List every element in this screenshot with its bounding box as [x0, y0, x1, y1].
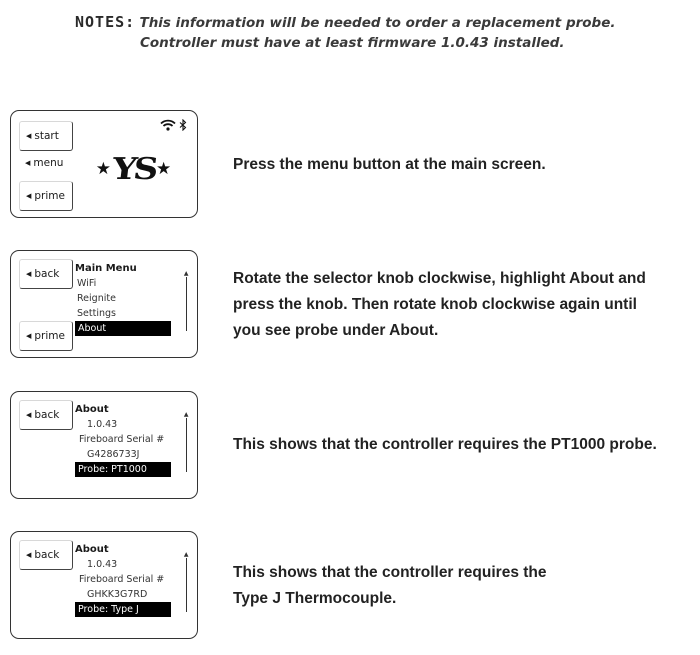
bluetooth-icon: [179, 119, 187, 131]
back-button[interactable]: [19, 259, 73, 289]
about-menu: [75, 542, 185, 617]
step3-desc-line: This shows that the controller requires the PT1000 probe.: [233, 436, 657, 453]
left-arrow-icon: ◀: [26, 411, 32, 419]
firmware-version: 1.0.43: [87, 559, 118, 570]
step2-description: [233, 266, 693, 344]
notes-block: [75, 12, 675, 53]
menu-label: menu: [33, 157, 64, 169]
main-menu: [75, 261, 185, 336]
left-arrow-icon: ◀: [26, 270, 32, 278]
notes-title: NOTES:: [75, 13, 136, 31]
prime-button[interactable]: [19, 321, 73, 351]
prime-button[interactable]: [19, 181, 73, 211]
back-label: back: [34, 409, 60, 421]
notes-line-1: [75, 12, 675, 33]
notes-text-1: This information will be needed to order a replacement probe.: [139, 15, 616, 31]
star-icon: ★: [95, 159, 111, 179]
back-label: back: [34, 549, 60, 561]
step4-description: [233, 560, 693, 612]
step2-desc-line: you see probe under About.: [233, 322, 439, 339]
scrollbar[interactable]: [186, 558, 188, 612]
left-arrow-icon: ◀: [26, 551, 32, 559]
step1-desc-line: Press the menu button at the main screen.: [233, 156, 546, 173]
serial-value: GHKK3G7RD: [87, 589, 148, 600]
menu-item-about[interactable]: About: [75, 321, 171, 336]
serial-label: Fireboard Serial #: [79, 574, 165, 585]
about-menu: [75, 402, 185, 477]
probe-type[interactable]: Probe: PT1000: [75, 462, 171, 477]
star-icon: ★: [156, 159, 172, 179]
status-icons: [160, 119, 188, 133]
logo-text: YS: [110, 151, 157, 187]
scroll-up-icon: ▲: [183, 411, 189, 418]
probe-type[interactable]: Probe: Type J: [75, 602, 171, 617]
scroll-up-icon: ▲: [183, 270, 189, 277]
notes-text-2: Controller must have at least firmware 1.0.43 installed.: [140, 35, 565, 51]
start-button[interactable]: [19, 121, 73, 151]
scrollbar[interactable]: [186, 277, 188, 331]
menu-item-wifi[interactable]: WiFi: [77, 278, 97, 289]
step4-desc-line: Type J Thermocouple.: [233, 590, 397, 607]
step4-desc-line: This shows that the controller requires the: [233, 564, 547, 581]
controller-main-menu-screen: [10, 250, 198, 358]
start-label: start: [34, 130, 59, 142]
back-label: back: [34, 268, 60, 280]
left-arrow-icon: ◀: [26, 332, 32, 340]
firmware-version: 1.0.43: [87, 419, 118, 430]
controller-main-screen: [10, 110, 198, 218]
menu-item-settings[interactable]: Settings: [77, 308, 116, 319]
back-button[interactable]: [19, 540, 73, 570]
menu-button[interactable]: [19, 157, 63, 169]
left-arrow-icon: ◀: [26, 192, 32, 200]
serial-label: Fireboard Serial #: [79, 434, 165, 445]
wifi-icon: [160, 119, 176, 131]
menu-item-reignite[interactable]: Reignite: [77, 293, 116, 304]
serial-value: G4286733J: [87, 449, 140, 460]
controller-about-screen-typej: [10, 531, 198, 639]
scrollbar[interactable]: [186, 418, 188, 472]
step1-description: [233, 152, 693, 178]
step3-description: [233, 432, 693, 458]
step2-desc-line: Rotate the selector knob clockwise, highlight About and: [233, 270, 646, 287]
scroll-up-icon: ▲: [183, 551, 189, 558]
step2-desc-line: press the knob. Then rotate knob clockwise again until: [233, 296, 637, 313]
menu-title: About: [75, 404, 109, 415]
menu-title: About: [75, 544, 109, 555]
left-arrow-icon: ◀: [25, 159, 31, 167]
prime-label: prime: [34, 330, 65, 342]
back-button[interactable]: [19, 400, 73, 430]
controller-about-screen-pt1000: [10, 391, 198, 499]
menu-title: Main Menu: [75, 263, 137, 274]
left-arrow-icon: ◀: [26, 132, 32, 140]
prime-label: prime: [34, 190, 65, 202]
ys-logo: [81, 149, 186, 189]
notes-line-2: [75, 33, 675, 53]
